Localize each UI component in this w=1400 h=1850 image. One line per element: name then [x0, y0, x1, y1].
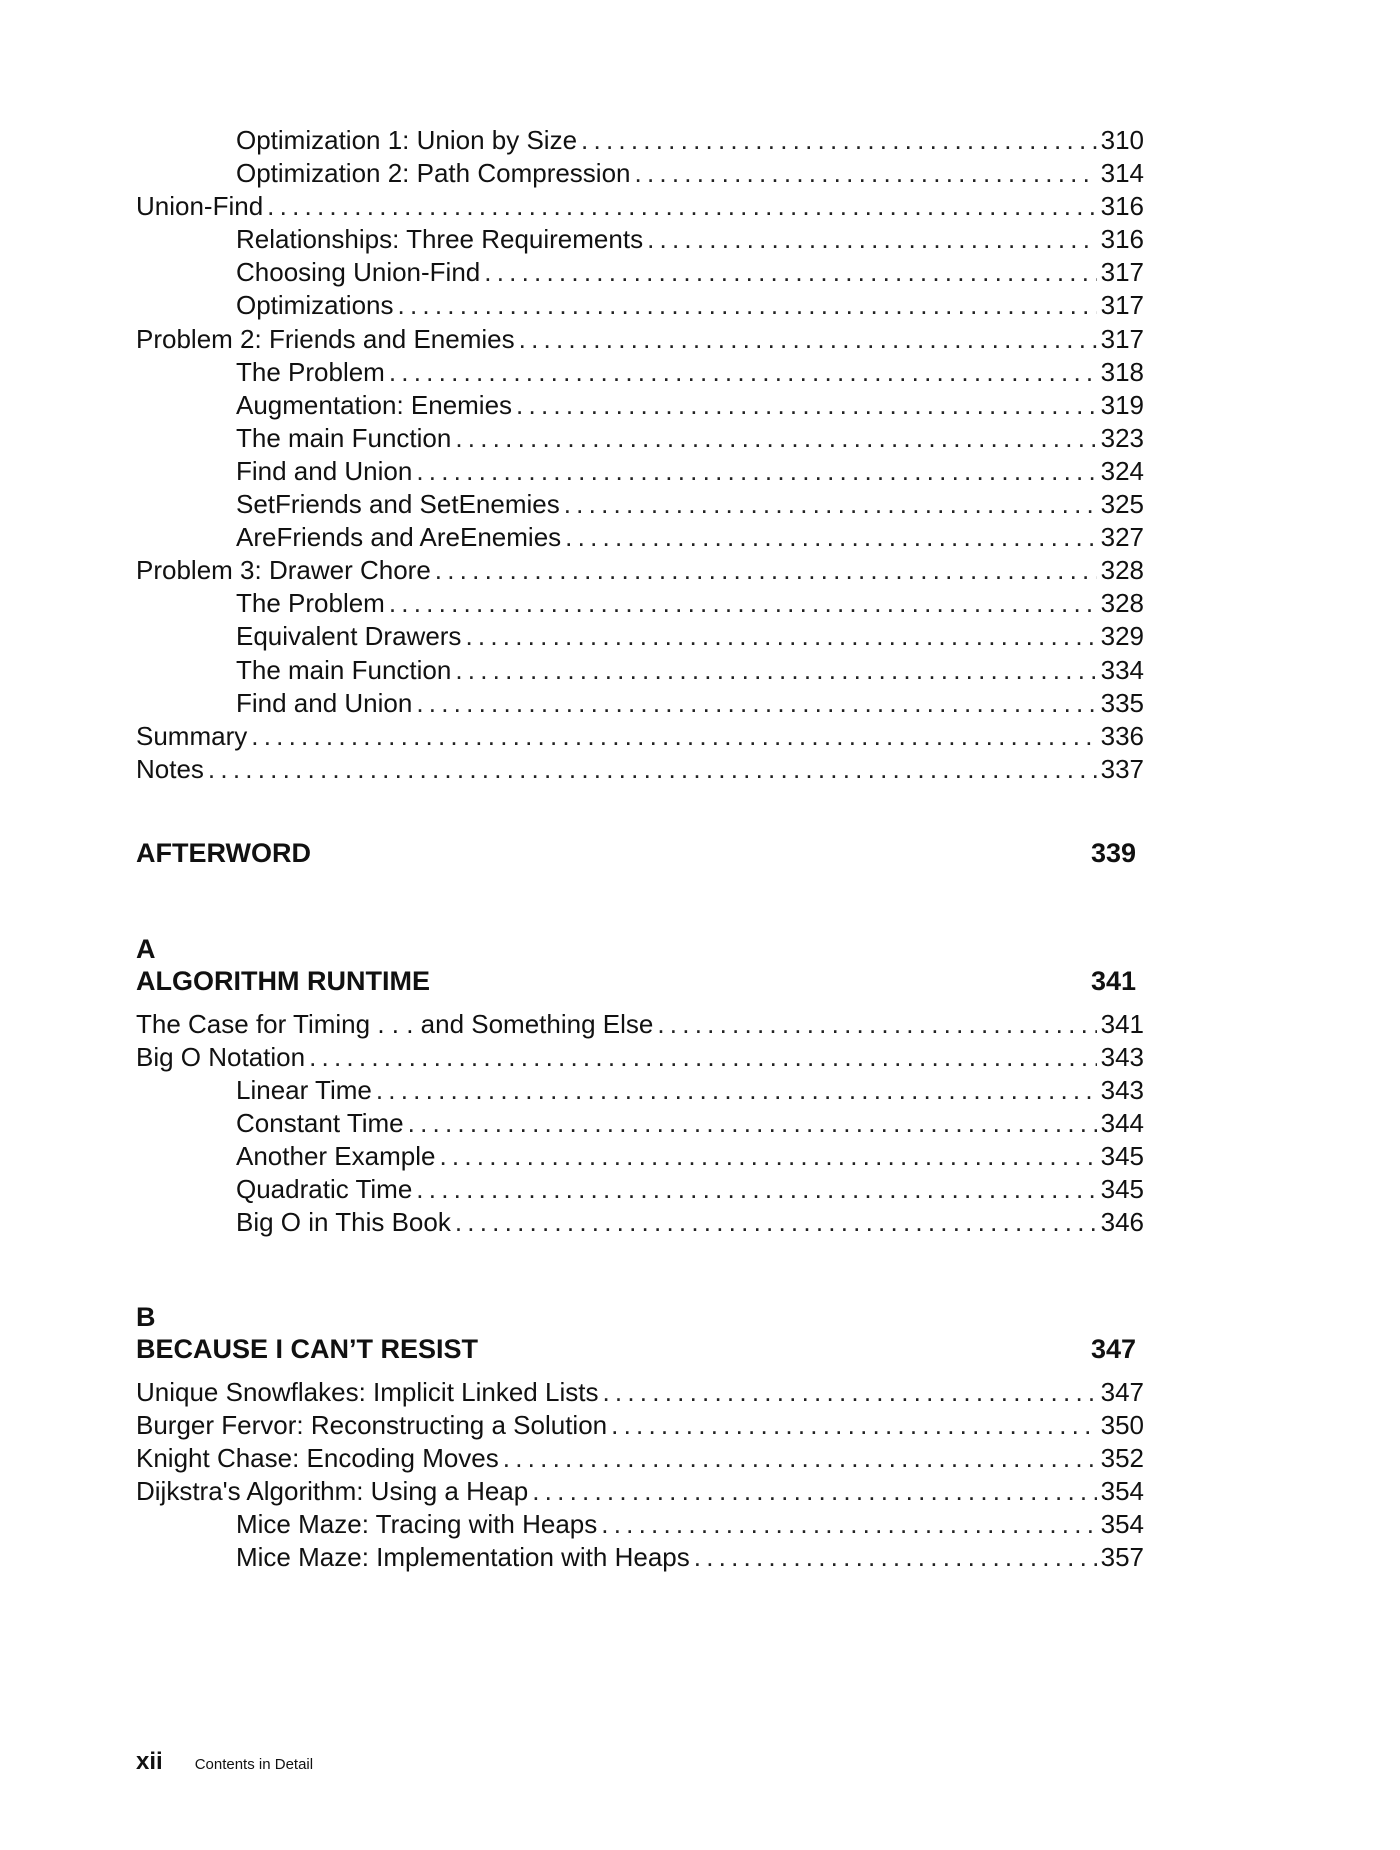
toc-entry-title: Choosing Union-Find [236, 257, 481, 288]
dot-leader [657, 1008, 1096, 1041]
toc-entry-page: 336 [1100, 720, 1144, 751]
toc-entry-page: 324 [1100, 455, 1144, 486]
dot-leader [267, 190, 1096, 223]
toc-entry [136, 1074, 1144, 1107]
dot-leader [581, 124, 1097, 157]
toc-entry [136, 356, 1144, 389]
dot-leader [602, 1376, 1096, 1409]
page-footer [136, 1748, 313, 1776]
toc-entry [136, 190, 1144, 223]
dot-leader [516, 389, 1097, 422]
toc-entry-page: 317 [1100, 323, 1144, 354]
toc-entry [136, 1475, 1144, 1508]
toc-entry-page: 334 [1100, 654, 1144, 685]
chapter-heading [136, 964, 1144, 1000]
toc-entry-title: Mice Maze: Tracing with Heaps [236, 1508, 598, 1539]
toc-entry-page: 347 [1100, 1376, 1144, 1407]
chapter-page: 339 [1090, 837, 1136, 868]
dot-leader [465, 620, 1096, 653]
dot-leader [309, 1041, 1097, 1074]
appendix-letter: B [136, 1301, 156, 1332]
dot-leader [455, 422, 1096, 455]
dot-leader [564, 488, 1097, 521]
toc-entry [136, 289, 1144, 322]
toc-entry-page: 354 [1100, 1475, 1144, 1506]
toc-entry [136, 521, 1144, 554]
dot-leader [439, 1140, 1096, 1173]
appendix-b-entries [136, 1376, 1144, 1575]
toc-entry-title: Augmentation: Enemies [236, 389, 513, 420]
toc-entry-title: Linear Time [236, 1075, 372, 1106]
toc-entry-page: 328 [1100, 555, 1144, 586]
toc-entry-page: 354 [1100, 1508, 1144, 1539]
toc-entry-page: 343 [1100, 1075, 1144, 1106]
toc-entry [136, 620, 1144, 653]
toc-entry [136, 1541, 1144, 1574]
toc-entry-title: Quadratic Time [236, 1174, 413, 1205]
toc-entry-title: Big O in This Book [236, 1207, 451, 1238]
toc-entry [136, 124, 1144, 157]
toc-entry-title: SetFriends and SetEnemies [236, 489, 560, 520]
dot-leader [647, 223, 1097, 256]
toc-entry-page: 317 [1100, 290, 1144, 321]
toc-entry-title: Unique Snowflakes: Implicit Linked Lists [136, 1376, 599, 1407]
toc-entry-page: 346 [1100, 1207, 1144, 1238]
toc-entry [136, 587, 1144, 620]
appendix-b-chapter [136, 1302, 1144, 1575]
toc-entry-title: AreFriends and AreEnemies [236, 522, 562, 553]
toc-entry-title: Summary [136, 720, 248, 751]
toc-entry [136, 1376, 1144, 1409]
toc-entry-title: Another Example [236, 1141, 436, 1172]
toc-entry-title: Optimization 2: Path Compression [236, 158, 631, 189]
appendix-a-chapter [136, 934, 1144, 1240]
toc-entry [136, 687, 1144, 720]
toc-entry [136, 223, 1144, 256]
toc-entry [136, 1442, 1144, 1475]
chapter-heading [136, 836, 1144, 872]
toc-entry [136, 1041, 1144, 1074]
chapter-page: 347 [1090, 1333, 1136, 1364]
toc-entry-title: Constant Time [236, 1108, 404, 1139]
toc-entry [136, 455, 1144, 488]
toc-entry [136, 422, 1144, 455]
dot-leader [435, 554, 1097, 587]
toc-entry [136, 157, 1144, 190]
toc-entry [136, 1107, 1144, 1140]
toc-entry-title: Find and Union [236, 687, 413, 718]
toc-entry-title: Problem 3: Drawer Chore [136, 555, 431, 586]
running-head: Contents in Detail [194, 1756, 314, 1773]
toc-entry-page: 352 [1100, 1442, 1144, 1473]
dot-leader [408, 1107, 1097, 1140]
chapter-title: ALGORITHM RUNTIME [136, 965, 430, 996]
toc-entry [136, 1173, 1144, 1206]
toc-entry [136, 488, 1144, 521]
dot-leader [389, 356, 1097, 389]
toc-entry-page: 343 [1100, 1041, 1144, 1072]
dot-leader [694, 1541, 1097, 1574]
toc-entry [136, 1409, 1144, 1442]
dot-leader [416, 455, 1096, 488]
toc-entry [136, 554, 1144, 587]
dot-leader [611, 1409, 1096, 1442]
toc-entry-title: Union-Find [136, 191, 264, 222]
toc-entry-page: 350 [1100, 1409, 1144, 1440]
chapter-page: 341 [1090, 965, 1136, 996]
toc-entry-title: Equivalent Drawers [236, 621, 462, 652]
toc-entry-title: Big O Notation [136, 1041, 306, 1072]
toc-entry-page: 310 [1100, 125, 1144, 155]
toc-entry-title: The main Function [236, 422, 452, 453]
dot-leader [601, 1508, 1096, 1541]
toc-entry-page: 328 [1100, 588, 1144, 619]
table-of-contents [136, 124, 1144, 1574]
dot-leader [455, 1206, 1097, 1239]
toc-entry-title: Find and Union [236, 455, 413, 486]
toc-entry-title: The main Function [236, 654, 452, 685]
toc-entry [136, 720, 1144, 753]
toc-entry-title: Notes [136, 753, 204, 784]
toc-entry-page: 344 [1100, 1108, 1144, 1139]
toc-entry [136, 389, 1144, 422]
toc-entry-page: 323 [1100, 422, 1144, 453]
chapter-title: BECAUSE I CAN’T RESIST [136, 1333, 479, 1364]
toc-entry-title: Dijkstra's Algorithm: Using a Heap [136, 1475, 529, 1506]
dot-leader [635, 157, 1097, 190]
dot-leader [416, 1173, 1096, 1206]
toc-entry-page: 345 [1100, 1141, 1144, 1172]
dot-leader [416, 687, 1096, 720]
dot-leader [208, 753, 1097, 786]
toc-entry [136, 1140, 1144, 1173]
toc-entry-page: 319 [1100, 389, 1144, 420]
toc-entry-title: Burger Fervor: Reconstructing a Solution [136, 1409, 608, 1440]
chapter-heading [136, 1332, 1144, 1368]
toc-entry-page: 325 [1100, 489, 1144, 520]
toc-entry-title: Problem 2: Friends and Enemies [136, 323, 515, 354]
toc-entry-page: 318 [1100, 356, 1144, 387]
toc-entry [136, 1008, 1144, 1041]
page-folio: xii [136, 1748, 163, 1775]
dot-leader [503, 1442, 1097, 1475]
afterword-chapter [136, 836, 1144, 872]
toc-entry [136, 323, 1144, 356]
toc-entry-page: 345 [1100, 1174, 1144, 1205]
dot-leader [565, 521, 1096, 554]
chapter-9-tail-section [136, 124, 1144, 786]
toc-entry-page: 317 [1100, 257, 1144, 288]
toc-entry [136, 256, 1144, 289]
toc-entry-page: 357 [1100, 1542, 1144, 1572]
toc-entry-page: 316 [1100, 191, 1144, 222]
toc-entry-title: Knight Chase: Encoding Moves [136, 1442, 499, 1473]
appendix-a-entries [136, 1008, 1144, 1240]
toc-entry-title: The Problem [236, 356, 385, 387]
dot-leader [455, 654, 1096, 687]
toc-entry-title: Relationships: Three Requirements [236, 224, 644, 255]
toc-entry-title: The Problem [236, 588, 385, 619]
toc-entry-title: Mice Maze: Implementation with Heaps [236, 1542, 690, 1572]
chapter-title: AFTERWORD [136, 837, 311, 868]
dot-leader [389, 587, 1097, 620]
dot-leader [519, 323, 1097, 356]
dot-leader [376, 1074, 1097, 1107]
toc-entry-title: Optimization 1: Union by Size [236, 125, 578, 155]
dot-leader [532, 1475, 1096, 1508]
toc-entry [136, 1206, 1144, 1239]
toc-entry-title: Optimizations [236, 290, 394, 321]
toc-entry-page: 316 [1100, 224, 1144, 255]
toc-entry-page: 329 [1100, 621, 1144, 652]
dot-leader [484, 256, 1096, 289]
toc-entry-page: 314 [1100, 158, 1144, 189]
toc-entry [136, 753, 1144, 786]
dot-leader [398, 289, 1097, 322]
toc-entry-page: 341 [1100, 1008, 1144, 1039]
toc-entry-page: 335 [1100, 687, 1144, 718]
dot-leader [251, 720, 1096, 753]
toc-entry-page: 327 [1100, 522, 1144, 553]
appendix-letter: A [136, 933, 156, 964]
toc-entry-title: The Case for Timing . . . and Something Else [136, 1008, 654, 1039]
toc-entry [136, 1508, 1144, 1541]
toc-entry-page: 337 [1100, 753, 1144, 784]
toc-entry [136, 654, 1144, 687]
